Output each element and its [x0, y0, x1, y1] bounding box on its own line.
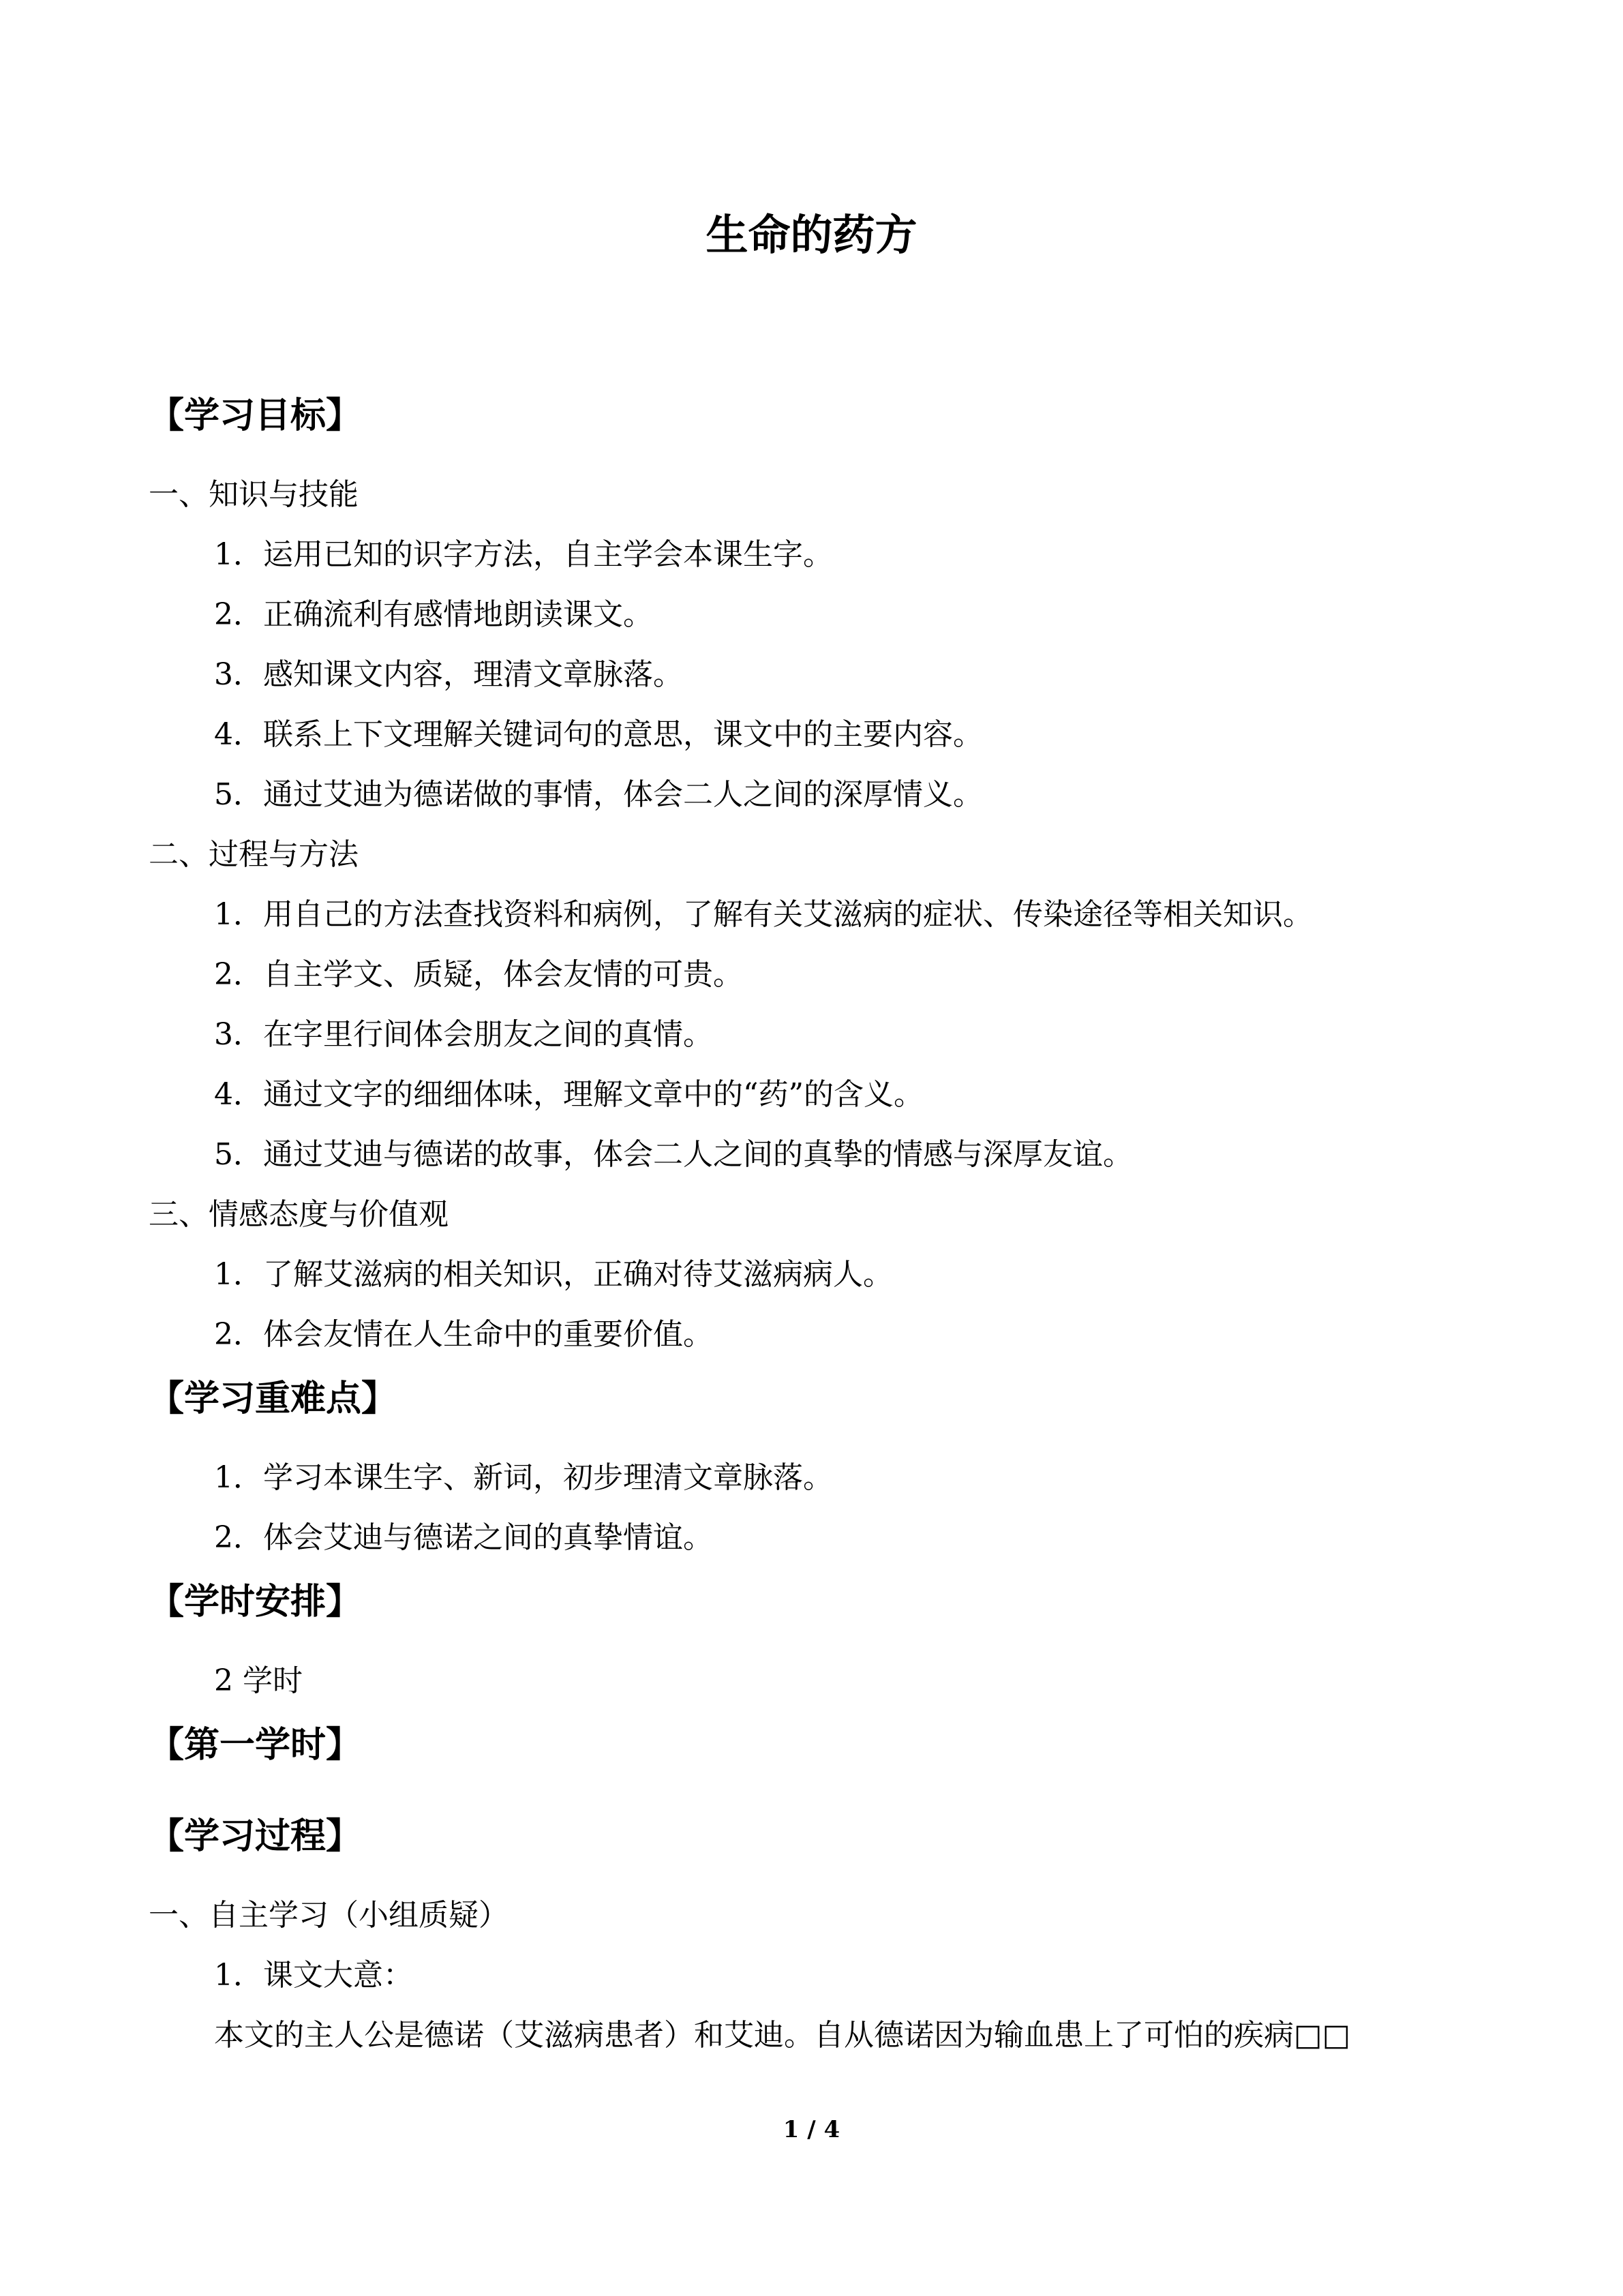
summary-paragraph: 本文的主人公是德诺（艾滋病患者）和艾迪。自从德诺因为输血患上了可怕的疾病□□ — [214, 2018, 1351, 2053]
section-heading-goals: 【学习目标】 — [149, 395, 362, 436]
subsection-title-emotion: 三、情感态度与价值观 — [149, 1197, 449, 1232]
list-item: 5．通过艾迪与德诺的故事，体会二人之间的真挚的情感与深厚友谊。 — [214, 1137, 1133, 1172]
list-item: 1．了解艾滋病的相关知识，正确对待艾滋病病人。 — [214, 1257, 893, 1292]
subsection-title-knowledge: 一、知识与技能 — [149, 477, 359, 512]
schedule-text: 2 学时 — [214, 1663, 303, 1698]
list-item: 2．自主学文、质疑，体会友情的可贵。 — [214, 957, 743, 992]
list-item: 1．课文大意： — [214, 1958, 413, 1993]
subsection-title-self-study: 一、自主学习（小组质疑） — [149, 1898, 509, 1933]
list-item: 5．通过艾迪为德诺做的事情，体会二人之间的深厚情义。 — [214, 777, 983, 812]
list-item: 2．体会友情在人生命中的重要价值。 — [214, 1317, 713, 1352]
list-item: 2．体会艾迪与德诺之间的真挚情谊。 — [214, 1520, 713, 1555]
list-item: 4．联系上下文理解关键词句的意思，课文中的主要内容。 — [214, 717, 983, 752]
section-heading-first-period: 【第一学时】 — [149, 1725, 362, 1766]
list-item: 1．运用已知的识字方法，自主学会本课生字。 — [214, 537, 833, 572]
list-item: 2．正确流利有感情地朗读课文。 — [214, 597, 653, 632]
list-item: 4．通过文字的细细体味，理解文章中的“药”的含义。 — [214, 1077, 924, 1112]
list-item: 3．感知课文内容，理清文章脉落。 — [214, 657, 683, 692]
document-title: 生命的药方 — [706, 210, 917, 260]
document-body — [149, 382, 1505, 2066]
page-number: 1 / 4 — [783, 2116, 840, 2143]
list-item: 3．在字里行间体会朋友之间的真情。 — [214, 1017, 713, 1052]
section-heading-schedule: 【学时安排】 — [149, 1582, 362, 1622]
section-heading-difficulties: 【学习重难点】 — [149, 1378, 397, 1419]
subsection-title-process: 二、过程与方法 — [149, 837, 359, 872]
list-item: 1．学习本课生字、新词，初步理清文章脉落。 — [214, 1460, 833, 1495]
list-item: 1．用自己的方法查找资料和病例，了解有关艾滋病的症状、传染途径等相关知识。 — [214, 897, 1313, 932]
section-heading-process: 【学习过程】 — [149, 1816, 362, 1857]
